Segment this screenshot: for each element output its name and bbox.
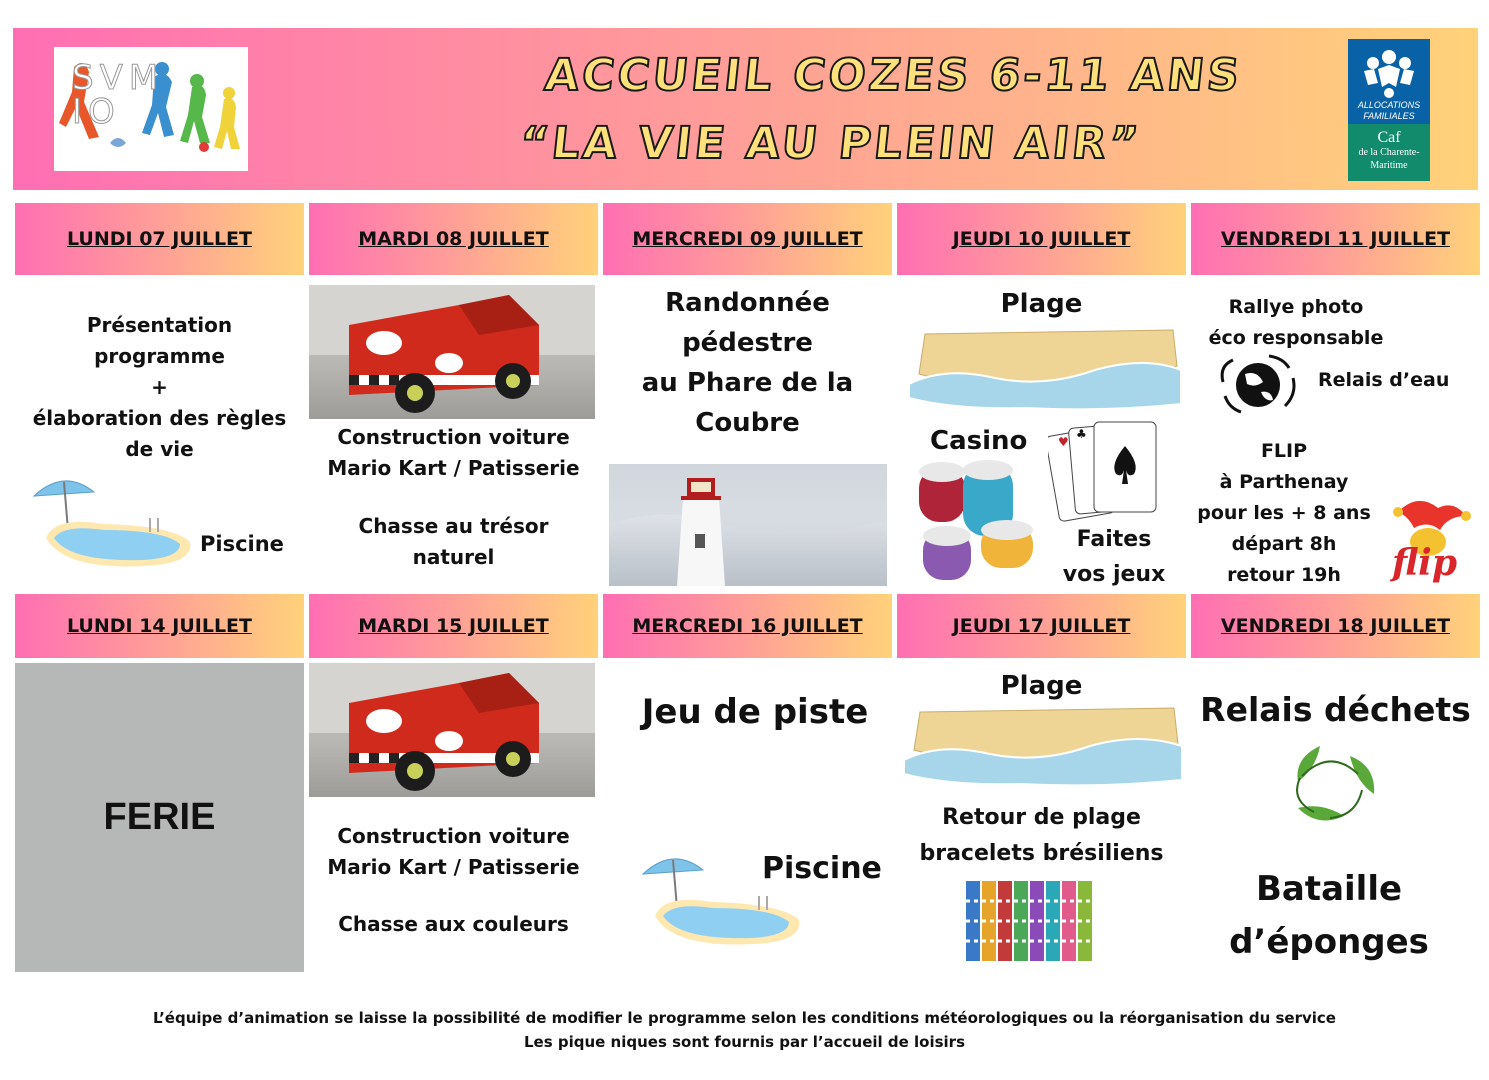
- caf-line2: FAMILIALES: [1363, 111, 1415, 121]
- thu10-casino-label: Casino: [930, 426, 1028, 456]
- bracelets-icon: [966, 881, 1102, 961]
- thu10-beach-label: Plage: [1000, 289, 1083, 319]
- day-header-wed-16: [603, 594, 892, 658]
- day-header-fri-18: [1191, 594, 1480, 658]
- caf-line4: de la Charente-: [1358, 147, 1420, 158]
- lighthouse-icon: [609, 464, 887, 586]
- footer-disclaimer: L’équipe d’animation se laisse la possibilité de modifier le programme selon les conditions météorologiques ou la réorganisation du service: [153, 1009, 1336, 1027]
- day-label: MERCREDI 16 JUILLET: [632, 615, 863, 637]
- day-label: MARDI 15 JUILLET: [358, 615, 549, 637]
- eco-globe-icon: [1217, 352, 1299, 418]
- day-header-fri-11: [1191, 203, 1480, 275]
- fri11-activity3: FLIP à Parthenay pour les + 8 ans départ 8h retour 19h: [1197, 440, 1371, 586]
- beach-icon: [905, 326, 1183, 412]
- caf-logo: [1348, 39, 1430, 181]
- day-label: JEUDI 10 JUILLET: [952, 228, 1131, 250]
- playing-cards-icon: [1048, 418, 1180, 524]
- svg-text:♣: ♣: [1076, 427, 1087, 441]
- day-label: MARDI 08 JUILLET: [358, 228, 549, 250]
- tue15-activity2: Chasse aux couleurs: [338, 912, 569, 936]
- day-label: LUNDI 14 JUILLET: [67, 615, 252, 637]
- fri18-activity2: Bataille d’éponges: [1229, 869, 1429, 962]
- tue08-activity2: Chasse au trésor naturel: [358, 514, 549, 569]
- caf-line5: Maritime: [1370, 160, 1408, 171]
- caf-family-icon: [1348, 43, 1430, 103]
- thu17-beach-label: Plage: [1000, 671, 1083, 701]
- day-label: VENDREDI 11 JUILLET: [1220, 228, 1451, 250]
- page-subtitle: “LA VIE AU PLEIN AIR”: [517, 118, 1144, 169]
- caf-line3: Caf: [1377, 129, 1401, 146]
- day-label: MERCREDI 09 JUILLET: [632, 228, 863, 250]
- mon07-pool-label: Piscine: [200, 532, 284, 556]
- swimming-pool-icon: [24, 468, 196, 574]
- mario-kart-car-photo: [309, 285, 595, 419]
- footer-picnic-note: Les pique niques sont fournis par l’accueil de loisirs: [523, 1033, 965, 1051]
- day-label: JEUDI 17 JUILLET: [952, 615, 1131, 637]
- fri11-activity2: Relais d’eau: [1318, 369, 1450, 391]
- day-header-thu-17: [897, 594, 1186, 658]
- svmio-letters: SVM IO: [72, 58, 165, 132]
- flip-festival-logo: [1378, 486, 1478, 586]
- lighthouse-photo: [609, 464, 887, 586]
- day-header-thu-10: [897, 203, 1186, 275]
- mon14-activity: FERIE: [103, 796, 216, 838]
- fri11-activity1: Rallye photo éco responsable: [1208, 296, 1384, 349]
- wed09-activity: Randonnée pédestre au Phare de la Coubre: [641, 288, 854, 438]
- thu10-games-label: Faites vos jeux: [1062, 527, 1166, 587]
- cardboard-car-icon: [309, 285, 595, 419]
- mario-kart-car-photo: [309, 663, 595, 797]
- day-header-wed-09: [603, 203, 892, 275]
- page-title: ACCUEIL COZES 6-11 ANS: [542, 50, 1245, 101]
- day-label: VENDREDI 18 JUILLET: [1220, 615, 1451, 637]
- tue08-activity1: Construction voiture Mario Kart / Patisserie: [327, 425, 580, 480]
- casino-chips-icon: [915, 460, 1043, 584]
- fri18-activity1: Relais déchets: [1200, 690, 1471, 729]
- wed16-pool-label: Piscine: [762, 851, 882, 886]
- mon07-activity: Présentation programme + élaboration des règles de vie: [32, 313, 287, 461]
- day-header-mon-07: [15, 203, 304, 275]
- tue15-activity1: Construction voiture Mario Kart / Patisserie: [327, 824, 580, 879]
- svmio-logo: [54, 47, 248, 171]
- svg-text:♥: ♥: [1058, 435, 1069, 449]
- day-header-tue-08: [309, 203, 598, 275]
- wed16-activity1: Jeu de piste: [641, 692, 869, 732]
- thu17-activity: Retour de plage bracelets brésiliens: [919, 805, 1164, 866]
- flip-logo-text: flip: [1392, 542, 1458, 584]
- beach-icon: [900, 704, 1184, 788]
- day-header-mon-14: [15, 594, 304, 658]
- caf-line1: ALLOCATIONS: [1357, 100, 1421, 110]
- cardboard-car-icon: [309, 663, 595, 797]
- recycle-leaves-icon: [1280, 738, 1380, 828]
- mon14-ferie-box: [15, 663, 304, 972]
- day-label: LUNDI 07 JUILLET: [67, 228, 252, 250]
- day-header-tue-15: [309, 594, 598, 658]
